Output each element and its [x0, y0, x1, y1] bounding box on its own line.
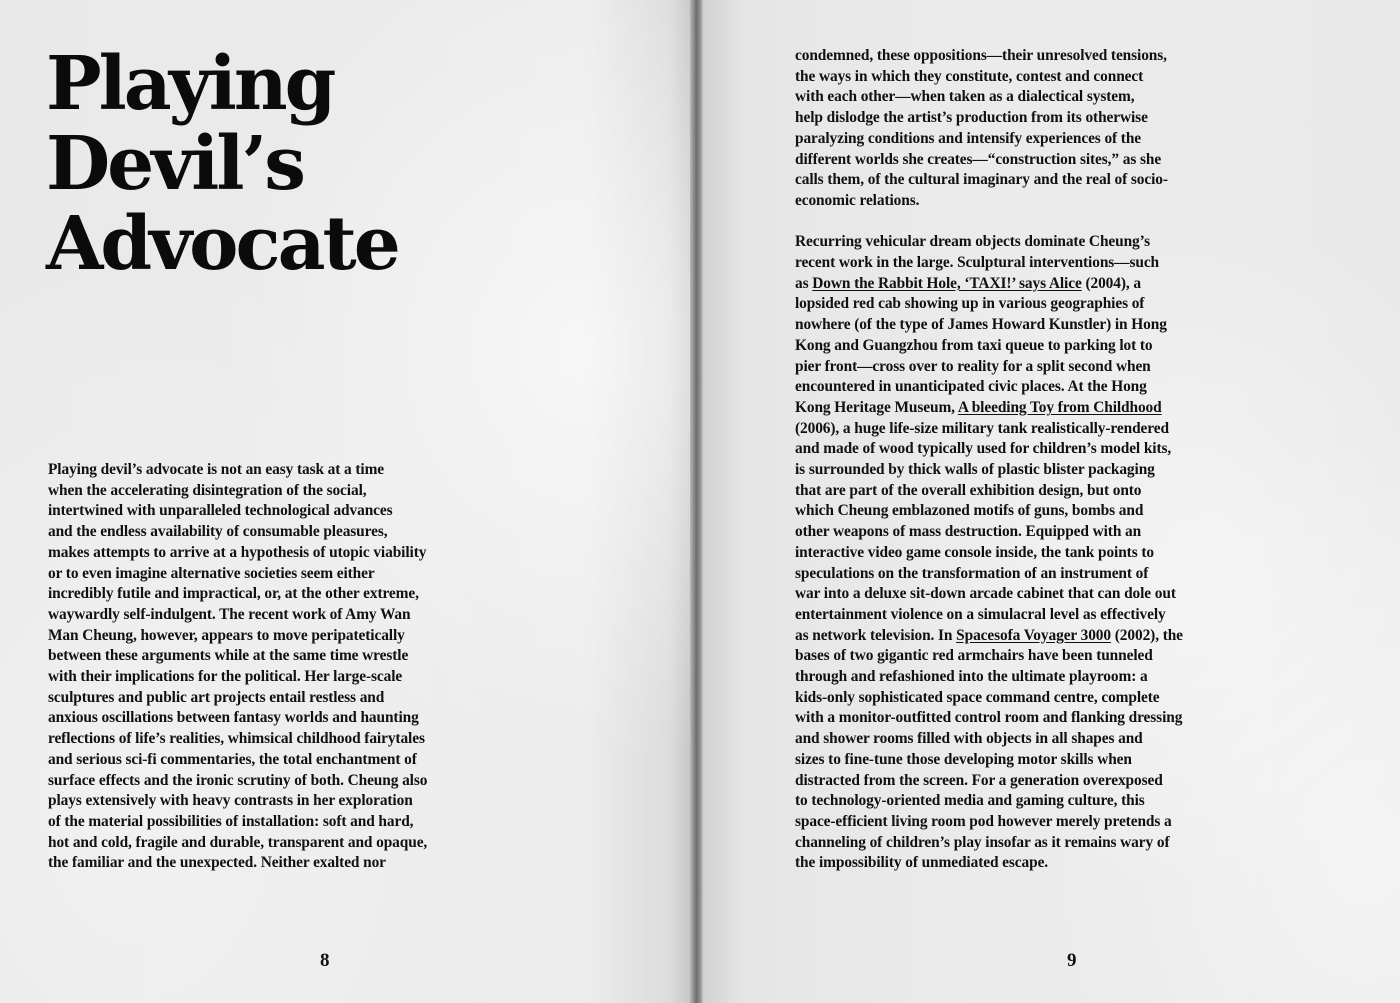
text-line: the ways in which they constitute, contest and connect: [795, 67, 1144, 85]
text-line: calls them, of the cultural imaginary and the real of socio-: [795, 171, 1168, 189]
text-line: sizes to fine-tune those developing motor skills when: [795, 750, 1132, 768]
text-line: distracted from the screen. For a generation overexposed: [795, 771, 1163, 789]
text-line: surface effects and the ironic scrutiny of both. Cheung also: [48, 771, 428, 789]
text-line: channeling of children’s play insofar as it remains wary of: [795, 833, 1170, 851]
text-line: between these arguments while at the same time wrestle: [48, 647, 409, 665]
text-line: makes attempts to arrive at a hypothesis of utopic viability: [48, 543, 427, 561]
text-line: with each other—when taken as a dialectical system,: [795, 88, 1135, 106]
text-fragment: (2002), the: [1111, 626, 1183, 644]
text-line: and the endless availability of consumable pleasures,: [48, 523, 388, 541]
text-line: the familiar and the unexpected. Neither exalted nor: [48, 854, 386, 872]
right-body-text: [795, 46, 1265, 874]
text-line: with a monitor-outfitted control room and flanking dressing: [795, 709, 1183, 727]
text-fragment: Kong Heritage Museum,: [795, 398, 958, 416]
text-line: [795, 274, 1265, 295]
text-line: reflections of life’s realities, whimsical childhood fairytales: [48, 730, 425, 748]
text-line: and made of wood typically used for children’s model kits,: [795, 440, 1172, 458]
text-fragment: as: [795, 274, 813, 292]
text-line: encountered in unanticipated civic places. At the Hong: [795, 378, 1147, 396]
work-title: Spacesofa Voyager 3000: [956, 626, 1112, 644]
title-line: Advocate: [46, 201, 398, 287]
right-paragraph: [795, 46, 1265, 212]
text-line: Recurring vehicular dream objects dominate Cheung’s: [795, 233, 1150, 251]
text-line: recent work in the large. Sculptural interventions—such: [795, 254, 1160, 272]
work-title: A bleeding Toy from Childhood: [957, 398, 1162, 416]
left-paragraph: [48, 460, 518, 874]
page-number: 8: [320, 950, 330, 971]
text-line: economic relations.: [795, 191, 920, 209]
text-line: space-efficient living room pod however merely pretends a: [795, 813, 1172, 830]
page-title: [46, 41, 398, 287]
text-line: that are part of the overall exhibition design, but onto: [795, 481, 1142, 499]
text-line: lopsided red cab showing up in various geographies of: [795, 295, 1145, 313]
right-page: [704, 0, 1400, 1003]
book-gutter: [690, 0, 704, 1003]
text-line: pier front—cross over to reality for a split second when: [795, 357, 1151, 375]
text-line: when the accelerating disintegration of the social,: [48, 481, 367, 499]
page-number: 9: [1067, 950, 1077, 971]
text-line: different worlds she creates—“construction sites,” as she: [795, 150, 1162, 168]
text-line: intertwined with unparalleled technological advances: [48, 502, 393, 520]
text-line: paralyzing conditions and intensify experiences of the: [795, 129, 1142, 147]
text-line: interactive video game console inside, the tank points to: [795, 543, 1154, 561]
work-title: Down the Rabbit Hole, ‘TAXI!’ says Alice: [812, 274, 1082, 292]
text-line: entertainment violence on a simulacral level as effectively: [795, 605, 1166, 623]
left-body-text: [48, 460, 518, 874]
text-fragment: as network television. In: [795, 626, 957, 644]
text-line: Man Cheung, however, appears to move peripatetically: [48, 626, 405, 644]
text-line: Kong and Guangzhou from taxi queue to parking lot to: [795, 336, 1153, 354]
text-line: kids-only sophisticated space command centre, complete: [795, 688, 1160, 706]
text-line: which Cheung emblazoned motifs of guns, bombs and: [795, 502, 1144, 520]
text-line: [795, 626, 1265, 647]
text-line: or to even imagine alternative societies seem either: [48, 564, 375, 582]
text-line: and serious sci-fi commentaries, the total enchantment of: [48, 750, 417, 768]
text-line: nowhere (of the type of James Howard Kunstler) in Hong: [795, 316, 1167, 334]
text-line: incredibly futile and impractical, or, at the other extreme,: [48, 585, 419, 603]
text-line: Playing devil’s advocate is not an easy task at a time: [48, 461, 385, 478]
text-line: plays extensively with heavy contrasts in her exploration: [48, 792, 413, 810]
text-line: condemned, these oppositions—their unresolved tensions,: [795, 47, 1167, 64]
text-line: other weapons of mass destruction. Equipped with an: [795, 523, 1142, 541]
text-line: waywardly self-indulgent. The recent work of Amy Wan: [48, 605, 411, 623]
text-line: the impossibility of unmediated escape.: [795, 854, 1049, 872]
text-line: anxious oscillations between fantasy worlds and haunting: [48, 709, 419, 727]
text-line: war into a deluxe sit-down arcade cabinet that can dole out: [795, 585, 1176, 603]
text-line: is surrounded by thick walls of plastic blister packaging: [795, 461, 1155, 479]
text-line: [795, 398, 1265, 419]
text-line: and shower rooms filled with objects in all shapes and: [795, 730, 1143, 748]
text-line: speculations on the transformation of an instrument of: [795, 564, 1149, 582]
text-line: bases of two gigantic red armchairs have been tunneled: [795, 647, 1153, 665]
text-fragment: (2004), a: [1081, 274, 1141, 292]
title-line: Playing: [46, 41, 334, 127]
text-line: help dislodge the artist’s production from its otherwise: [795, 109, 1148, 127]
text-line: (2006), a huge life-size military tank realistically-rendered: [795, 419, 1169, 437]
text-line: sculptures and public art projects entail restless and: [48, 688, 385, 706]
text-line: through and refashioned into the ultimate playroom: a: [795, 668, 1148, 686]
right-paragraph: [795, 232, 1265, 874]
text-line: to technology-oriented media and gaming culture, this: [795, 792, 1145, 810]
text-line: of the material possibilities of installation: soft and hard,: [48, 812, 414, 830]
text-line: with their implications for the political. Her large-scale: [48, 668, 403, 686]
title-line: Devil’s: [46, 121, 303, 207]
left-page: [0, 0, 690, 1003]
text-line: hot and cold, fragile and durable, transparent and opaque,: [48, 833, 428, 851]
